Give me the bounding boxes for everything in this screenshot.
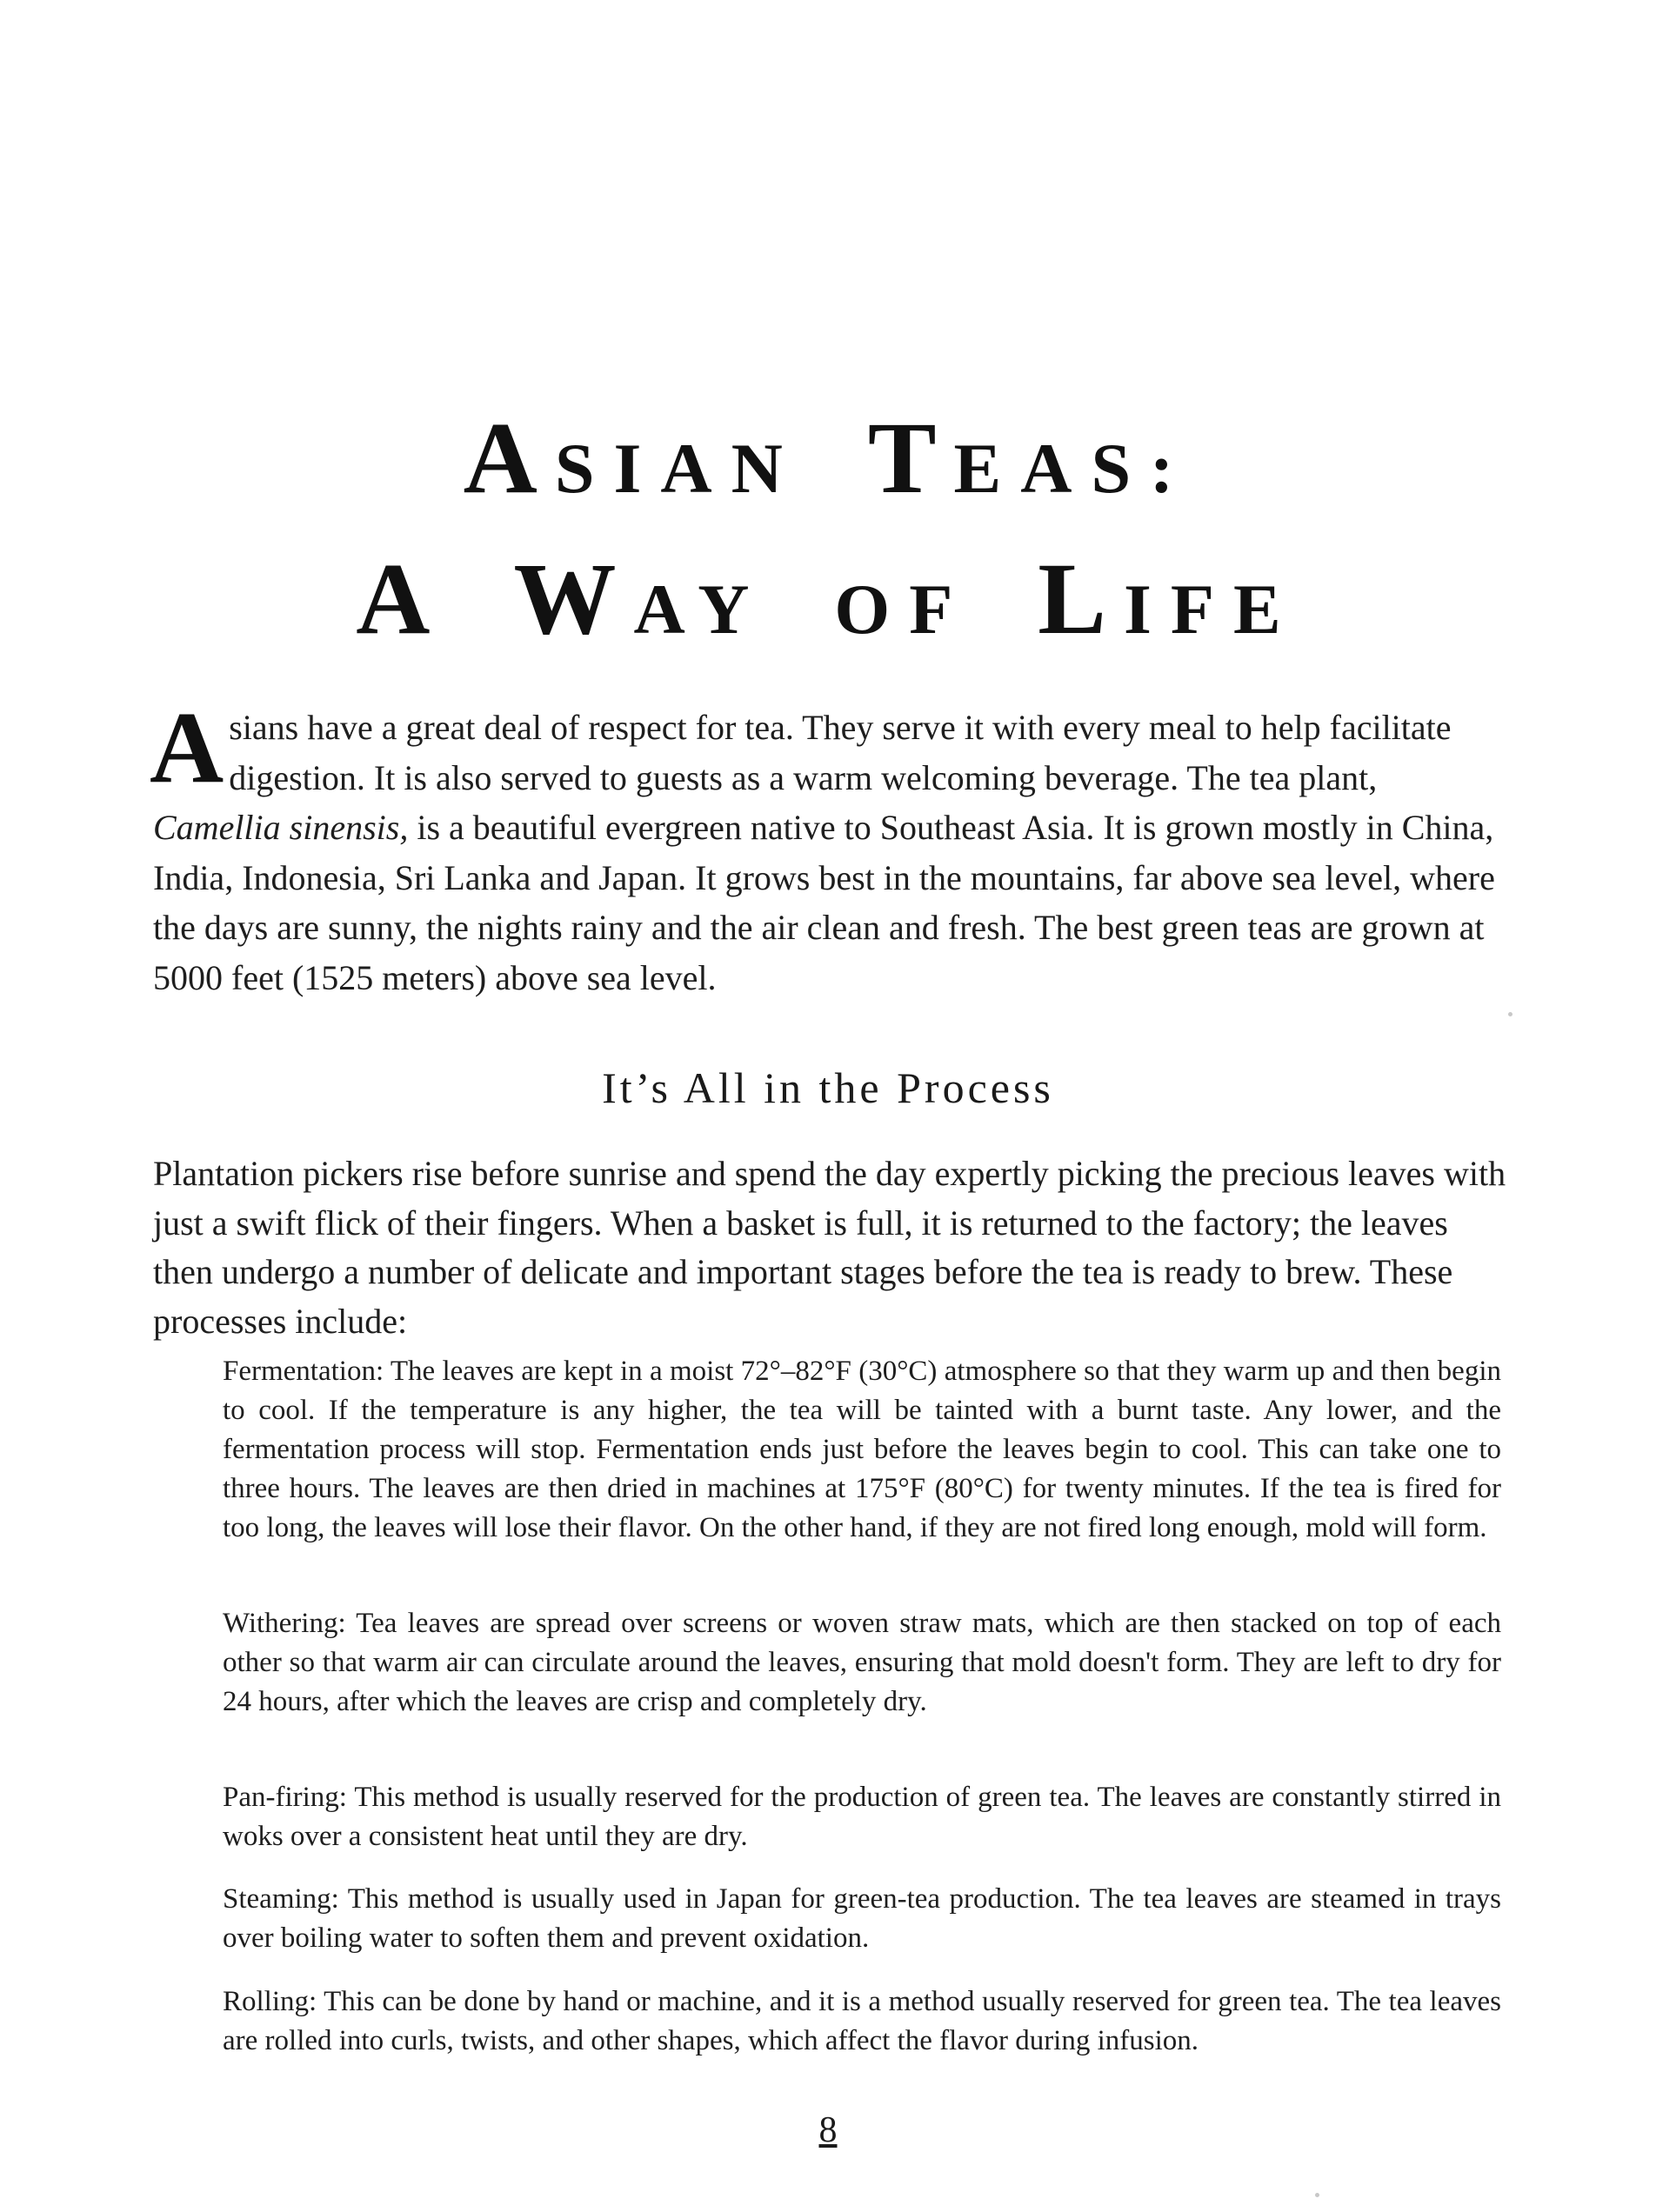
- process-label: Fermentation:: [223, 1356, 384, 1387]
- process-label: Steaming:: [223, 1883, 339, 1915]
- botanical-name: Camellia sinensis,: [153, 808, 409, 847]
- process-label: Withering:: [223, 1608, 346, 1639]
- title-word: OF: [834, 570, 972, 649]
- section-heading: It’s All in the Process: [602, 1063, 1054, 1112]
- body-paragraph: Plantation pickers rise before sunrise and spend the day expertly picking the precious leaves with just a swift flick of their fingers. When a basket is full, it is returned to the factory; the leaves then undergo a number of delicate and important stages before the tea is ready to brew. These processes include:: [153, 1154, 1506, 1341]
- page-number: 8: [818, 2110, 838, 2150]
- process-item-steaming: Steaming: This method is usually used in Japan for green-tea production. The tea leaves are steamed in trays over boiling water to soften them and prevent oxidation.: [223, 1883, 1501, 1954]
- intro-paragraph: Asians have a great deal of respect for tea. They serve it with every meal to help facilitate digestion. It is also served to guests as a warm welcoming beverage. The tea plant, Camellia sinensis, is a beautiful evergreen native to Southeast Asia. It is grown mostly in China, India, Indonesia, Sri Lanka and Japan. It grows best in the mountains, far above sea level, where the days are sunny, the nights rainy and the air clean and fresh. The best green teas are grown at 5000 feet (1525 meters) above sea level.: [150, 690, 1495, 997]
- title-word: LIFE: [1038, 542, 1300, 656]
- chapter-title-line-2: [0, 542, 1656, 656]
- scan-speck: [1315, 2193, 1319, 2197]
- process-item-fermentation: Fermentation: The leaves are kept in a moist 72°–82°F (30°C) atmosphere so that they warm up and then begin to cool. If the temperature is any higher, the tea will be tainted with a burnt taste. Any lower, and the fermentation process will stop. Fermentation ends just before the leaves begin to cool. This can take one to three hours. The leaves are then dried in machines at 175°F (80°C) for twenty minutes. If the tea is fired for too long, the leaves will lose their flavor. On the other hand, if they are not fired long enough, mold will form.: [223, 1356, 1501, 1543]
- title-word: A: [356, 542, 448, 656]
- process-item-withering: Withering: Tea leaves are spread over screens or woven straw mats, which are then stacked on top of each other so that warm air can circulate around the leaves, ensuring that mold doesn't form. They are left to dry for 24 hours, after which the leaves are crisp and completely dry.: [223, 1608, 1501, 1717]
- drop-cap: A: [150, 690, 224, 804]
- process-label: Rolling:: [223, 1986, 317, 2017]
- process-item-pan-firing: Pan-firing: This method is usually reserved for the production of green tea. The leaves are constantly stirred in woks over a consistent heat until they are dry.: [223, 1782, 1501, 1852]
- title-word: WAY: [513, 542, 769, 656]
- title-word: ASIAN: [463, 401, 802, 515]
- scan-speck: [1508, 1012, 1512, 1016]
- title-word: TEAS:: [867, 401, 1193, 515]
- process-label: Pan-firing:: [223, 1782, 347, 1813]
- process-item-rolling: Rolling: This can be done by hand or machine, and it is a method usually reserved for green tea. The tea leaves are rolled into curls, twists, and other shapes, which affect the flavor during infusion.: [223, 1986, 1501, 2056]
- chapter-title-line-1: [0, 401, 1656, 515]
